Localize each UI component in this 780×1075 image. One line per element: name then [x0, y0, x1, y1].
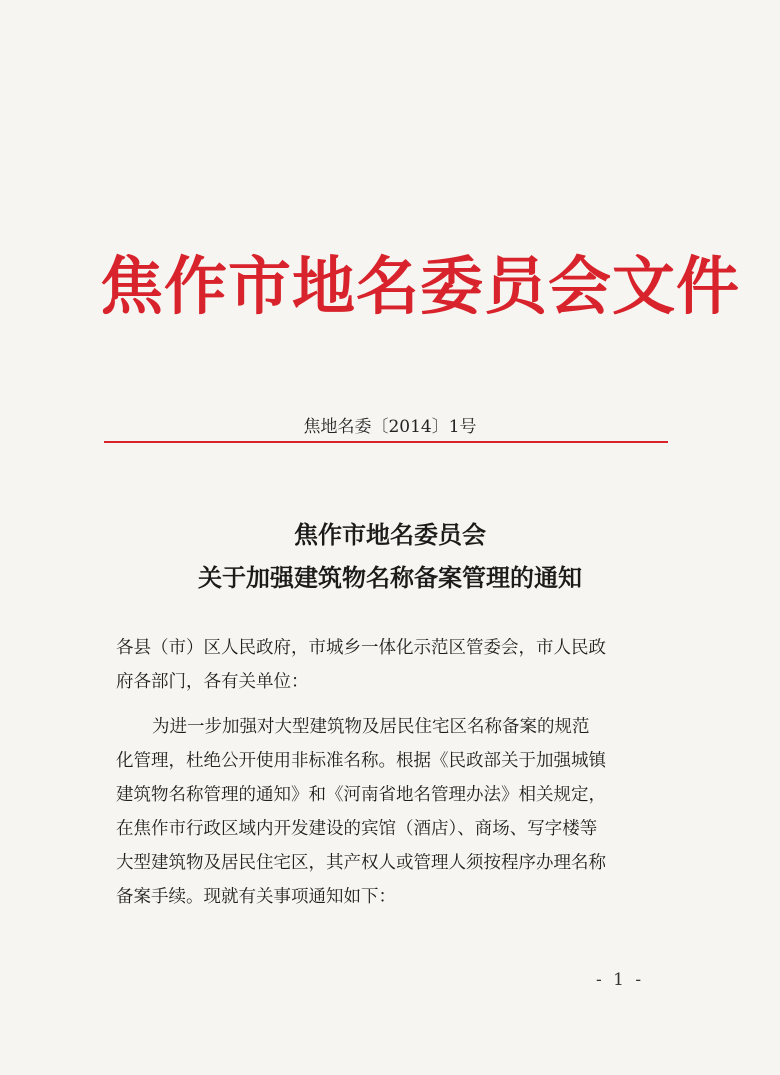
addressee-line: 府各部门，各有关单位： [116, 672, 309, 692]
page-number: - 1 - [596, 970, 645, 990]
paragraph-line: 备案手续。现就有关事项通知如下： [116, 887, 396, 907]
paragraph-line: 建筑物名称管理的通知》和《河南省地名管理办法》相关规定， [116, 785, 606, 805]
document-header-title: 焦作市地名委员会文件 [100, 249, 740, 323]
notice-title-line-1: 焦作市地名委员会 [294, 520, 486, 549]
paragraph-line: 大型建筑物及居民住宅区，其产权人或管理人须按程序办理名称 [116, 853, 606, 873]
document-number: 焦地名委〔2014〕1号 [303, 417, 477, 437]
paragraph-line: 化管理，杜绝公开使用非标准名称。根据《民政部关于加强城镇 [116, 751, 606, 771]
addressee-line: 各县（市）区人民政府，市城乡一体化示范区管委会，市人民政 [116, 638, 606, 658]
red-divider-line [104, 441, 668, 443]
notice-title-line-2: 关于加强建筑物名称备案管理的通知 [198, 563, 582, 592]
paragraph-line: 为进一步加强对大型建筑物及居民住宅区名称备案的规范 [152, 717, 590, 737]
addressee-block [116, 631, 678, 699]
paragraph-line: 在焦作市行政区域内开发建设的宾馆（酒店）、商场、写字楼等 [116, 819, 598, 839]
body-paragraph [116, 710, 678, 914]
